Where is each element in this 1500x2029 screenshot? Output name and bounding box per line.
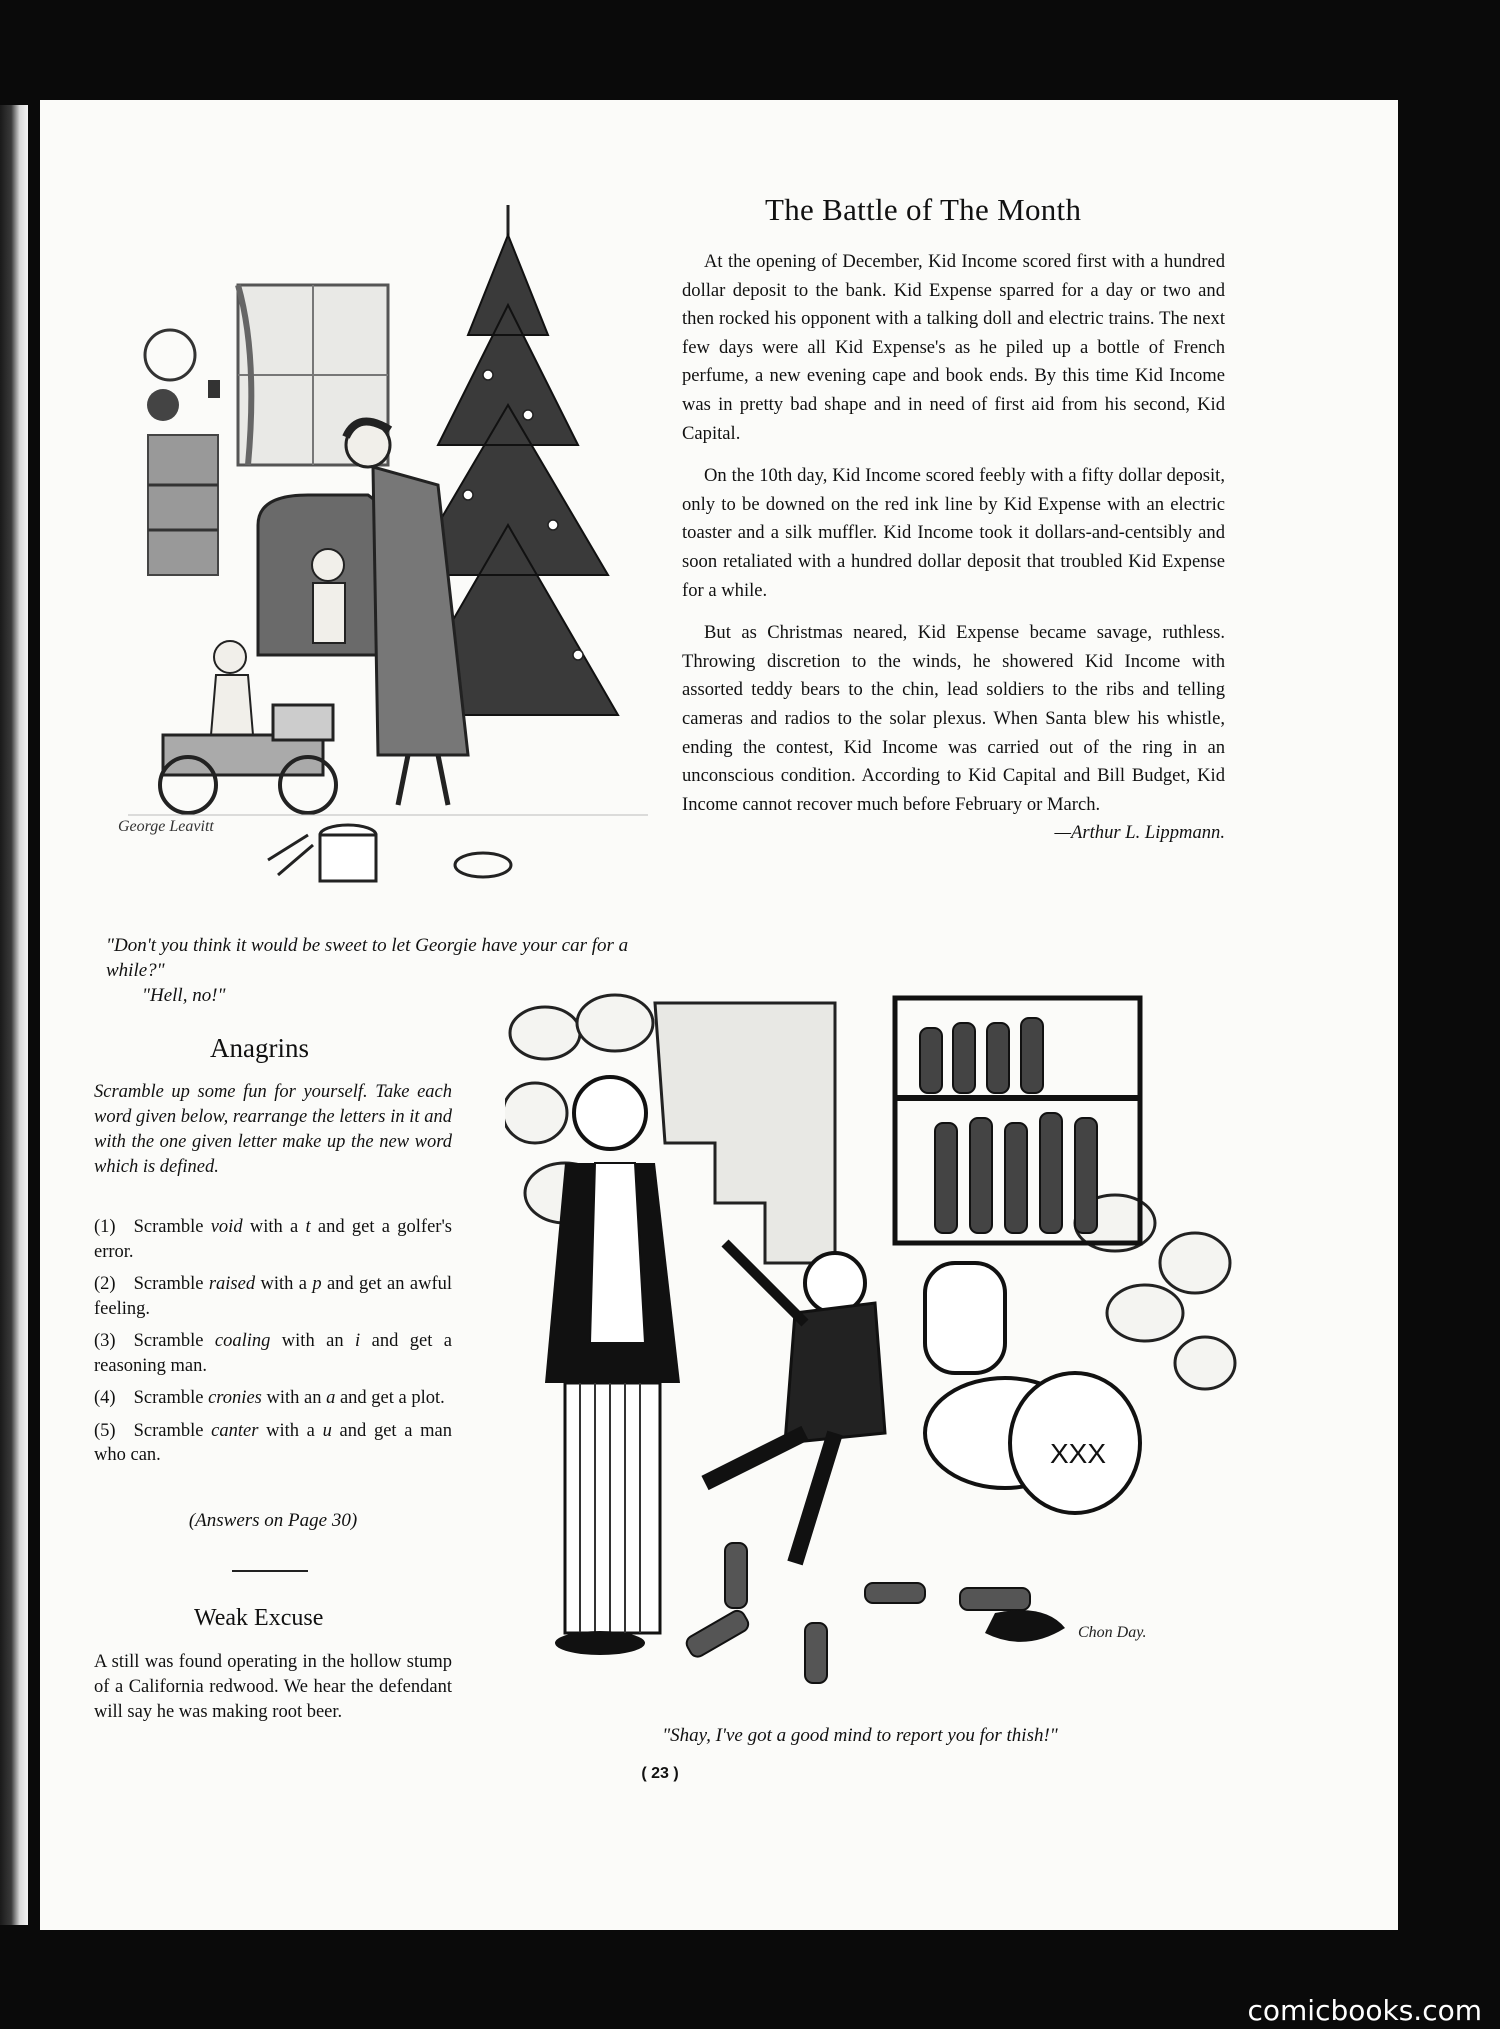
article-body	[682, 248, 1225, 848]
item-text: and get a man who can.	[94, 1420, 452, 1465]
article-paragraph-text: But as Christmas neared, Kid Expense became savage, ruthless. Throwing discretion to the winds, he showered Kid Income with assorted teddy bears to the chin, lead soldiers to the ribs and telling cameras and radios to the solar plexus. When Santa blew his whistle, ending the contest, Kid Income was carried out of the ring in an unconscious condition. According to Kid Capital and Bill Budget, Kid Income cannot recover much before February or March.	[682, 622, 1225, 815]
list-item	[94, 1272, 452, 1321]
item-number: (4)	[94, 1388, 116, 1408]
previous-page-edge	[0, 105, 28, 1925]
list-item	[94, 1215, 452, 1264]
cartoonist-signature-2: Chon Day.	[1078, 1624, 1147, 1641]
item-text: Scramble	[133, 1388, 209, 1408]
anagrins-intro: Scramble up some fun for yourself. Take each word given below, rearrange the letters in it and with the one given letter make up the new word which is defined.	[94, 1082, 452, 1177]
keg-marks: XXX	[1050, 1438, 1107, 1469]
item-text: and get a reasoning man.	[94, 1331, 452, 1376]
cartoon-caption-2: "Shay, I've got a good mind to report you for thish!"	[662, 1725, 1058, 1746]
item-text: Scramble	[133, 1217, 211, 1237]
item-word: canter	[211, 1420, 259, 1441]
item-letter: i	[355, 1331, 361, 1351]
anagrins-list	[94, 1215, 452, 1476]
list-item	[94, 1419, 452, 1468]
article-paragraph: At the opening of December, Kid Income scored first with a hundred dollar deposit to the bank. Kid Expense sparred for a day or two and then rocked his opponent with a talking doll and electric trains. The next few days were all Kid Expense's as he piled up a bottle of French perfume, a new evening cape and book ends. By this time Kid Income was in pretty bad shape and in need of first aid from his second, Kid Capital.	[682, 251, 1225, 444]
article-byline: —Arthur L. Lippmann.	[1054, 822, 1225, 844]
item-text: with a	[255, 1274, 313, 1294]
article-title: The Battle of The Month	[765, 192, 1082, 227]
article-paragraph	[682, 619, 1225, 844]
item-word: void	[210, 1217, 243, 1237]
item-number: (2)	[94, 1274, 116, 1294]
anagrins-heading: Anagrins	[210, 1033, 309, 1063]
item-text: Scramble	[133, 1274, 209, 1294]
item-text: with a	[242, 1217, 306, 1237]
christmas-tree-illustration	[108, 195, 668, 925]
item-word: raised	[208, 1274, 256, 1294]
illustrator-signature-1: George Leavitt	[118, 818, 214, 835]
caption-answer: "Hell, no!"	[142, 985, 226, 1006]
item-text: and get an awful feeling.	[94, 1274, 452, 1319]
item-text: Scramble	[133, 1420, 212, 1441]
item-number: (5)	[94, 1420, 116, 1441]
weak-excuse-heading: Weak Excuse	[194, 1605, 324, 1631]
caption-question: "Don't you think it would be sweet to let Georgie have your car for a while?"	[106, 935, 629, 981]
item-letter: t	[305, 1217, 311, 1237]
item-letter: u	[322, 1420, 332, 1441]
list-item	[94, 1386, 452, 1411]
item-number: (1)	[94, 1217, 116, 1237]
item-text: with an	[270, 1331, 356, 1351]
item-word: cronies	[208, 1388, 262, 1408]
article-paragraph: On the 10th day, Kid Income scored feebly with a fifty dollar deposit, only to be downed on the red ink line by Kid Expense with an electric toaster and a silk muffler. Kid Income took it dollars-and-centsibly and soon retaliated with a hundred dollar deposit that troubled Kid Expense for a while.	[682, 465, 1225, 601]
item-number: (3)	[94, 1331, 116, 1351]
page-number: ( 23 )	[641, 1765, 679, 1782]
item-text: with an	[261, 1388, 327, 1408]
item-text: with a	[258, 1420, 323, 1441]
item-text: and get a golfer's error.	[94, 1217, 452, 1262]
watermark: comicbooks.com	[1247, 1994, 1482, 2027]
answers-note: (Answers on Page 30)	[188, 1510, 358, 1531]
item-letter: p	[312, 1274, 322, 1294]
item-text: Scramble	[133, 1331, 215, 1351]
weak-excuse-body: A still was found operating in the hollow stump of a California redwood. We hear the defendant will say he was making root beer.	[94, 1652, 452, 1722]
item-word: coaling	[214, 1331, 271, 1351]
item-letter: a	[326, 1388, 336, 1408]
section-divider	[232, 1570, 308, 1572]
wine-cellar-cartoon	[505, 963, 1240, 1703]
list-item	[94, 1329, 452, 1378]
item-text: and get a plot.	[335, 1388, 445, 1408]
